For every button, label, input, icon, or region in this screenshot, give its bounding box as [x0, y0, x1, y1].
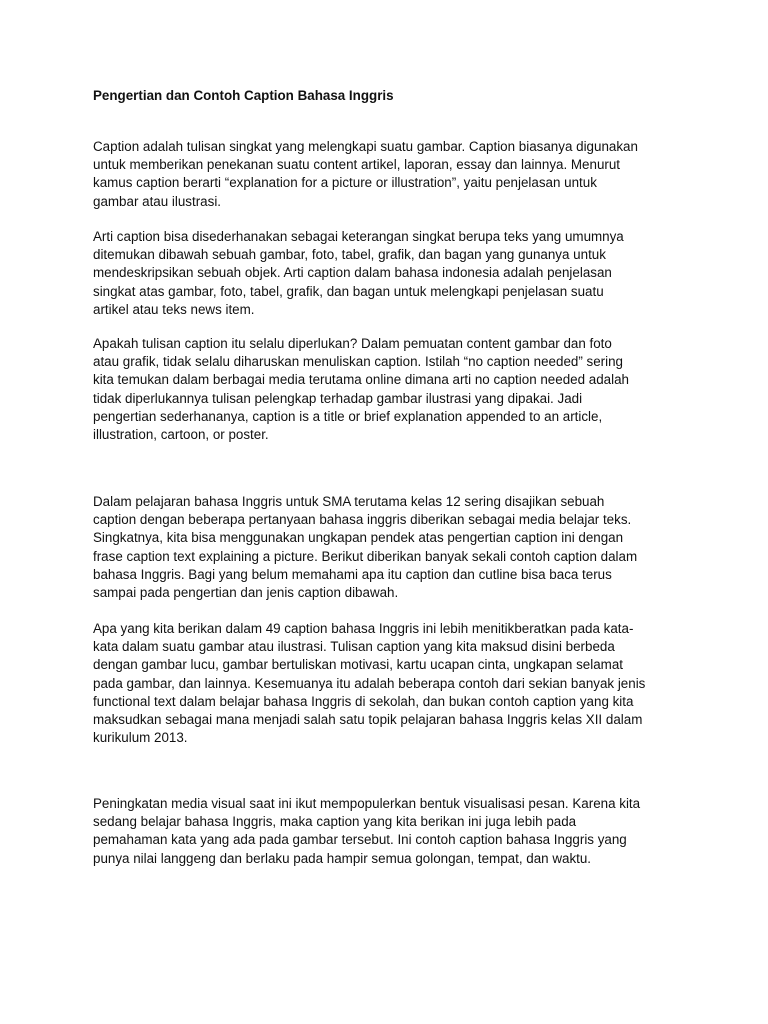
document-title: Pengertian dan Contoh Caption Bahasa Inggris	[93, 88, 394, 103]
text-line: maksudkan sebagai mana menjadi salah satu topik pelajaran bahasa Inggris kelas XII dalam	[93, 711, 643, 727]
text-line: pada gambar, dan lainnya. Kesemuanya itu adalah beberapa contoh dari sekian banyak jenis	[93, 675, 646, 691]
text-line: singkat atas gambar, foto, tabel, grafik, dan bagan untuk melengkapi penjelasan suatu	[93, 283, 604, 299]
text-line: sampai pada pengertian dan jenis caption dibawah.	[93, 584, 399, 600]
text-line: Arti caption bisa disederhanakan sebagai keterangan singkat berupa teks yang umumnya	[93, 229, 624, 244]
text-line: Dalam pelajaran bahasa Inggris untuk SMA terutama kelas 12 sering disajikan sebuah	[93, 494, 605, 509]
paragraph-3	[93, 335, 683, 444]
text-line: punya nilai langgeng dan berlaku pada hampir semua golongan, tempat, dan waktu.	[93, 850, 592, 866]
text-line: kamus caption berarti “explanation for a picture or illustration”, yaitu penjelasan untuk	[93, 175, 597, 191]
text-line: artikel atau teks news item.	[93, 301, 255, 317]
text-line: gambar atau ilustrasi.	[93, 193, 222, 209]
paragraph-2	[93, 228, 683, 319]
text-line: kata dalam suatu gambar atau ilustrasi. Tulisan caption yang kita maksud disini berbeda	[93, 639, 615, 655]
text-line: atau grafik, tidak selalu diharuskan menuliskan caption. Istilah “no caption needed” sering	[93, 354, 623, 370]
text-line: Singkatnya, kita bisa menggunakan ungkapan pendek atas pengertian caption ini dengan	[93, 530, 624, 546]
text-line: tidak diperlukannya tulisan pelengkap terhadap gambar ilustrasi yang dipakai. Jadi	[93, 390, 583, 406]
paragraph-1	[93, 138, 683, 211]
text-line: Apa yang kita berikan dalam 49 caption bahasa Inggris ini lebih menitikberatkan pada kata-	[93, 621, 634, 636]
text-line: sedang belajar bahasa Inggris, maka caption yang kita berikan ini juga lebih pada	[93, 814, 577, 830]
text-line: mendeskripsikan sebuah objek. Arti caption dalam bahasa indonesia adalah penjelasan	[93, 265, 612, 281]
text-line: illustration, cartoon, or poster.	[93, 426, 269, 442]
paragraph-4	[93, 493, 683, 602]
text-line: dengan gambar lucu, gambar bertuliskan motivasi, kartu ucapan cinta, ungkapan selamat	[93, 657, 623, 673]
text-line: Peningkatan media visual saat ini ikut mempopulerkan bentuk visualisasi pesan. Karena kita	[93, 796, 641, 811]
text-line: pemahaman kata yang ada pada gambar tersebut. Ini contoh caption bahasa Inggris yang	[93, 832, 627, 848]
text-line: pengertian sederhananya, caption is a title or brief explanation appended to an article,	[93, 408, 603, 424]
text-line: functional text dalam belajar bahasa Inggris di sekolah, dan bukan contoh caption yang kita	[93, 693, 634, 709]
text-line: frase caption text explaining a picture. Berikut diberikan banyak sekali contoh caption dalam	[93, 548, 638, 564]
text-line: untuk memberikan penekanan suatu content artikel, laporan, essay dan lainnya. Menurut	[93, 157, 621, 173]
paragraph-5	[93, 620, 683, 747]
text-line: kita temukan dalam berbagai media terutama online dimana arti no caption needed adalah	[93, 372, 629, 388]
text-line: ditemukan dibawah sebuah gambar, foto, tabel, grafik, dan bagan yang gunanya untuk	[93, 247, 606, 263]
text-line: caption dengan beberapa pertanyaan bahasa inggris diberikan sebagai media belajar teks.	[93, 512, 632, 528]
text-line: bahasa Inggris. Bagi yang belum memahami apa itu caption dan cutline bisa baca terus	[93, 566, 612, 582]
text-line: kurikulum 2013.	[93, 730, 188, 746]
text-line: Caption adalah tulisan singkat yang melengkapi suatu gambar. Caption biasanya digunakan	[93, 139, 638, 154]
paragraph-6	[93, 795, 683, 868]
text-line: Apakah tulisan caption itu selalu diperlukan? Dalam pemuatan content gambar dan foto	[93, 336, 612, 351]
